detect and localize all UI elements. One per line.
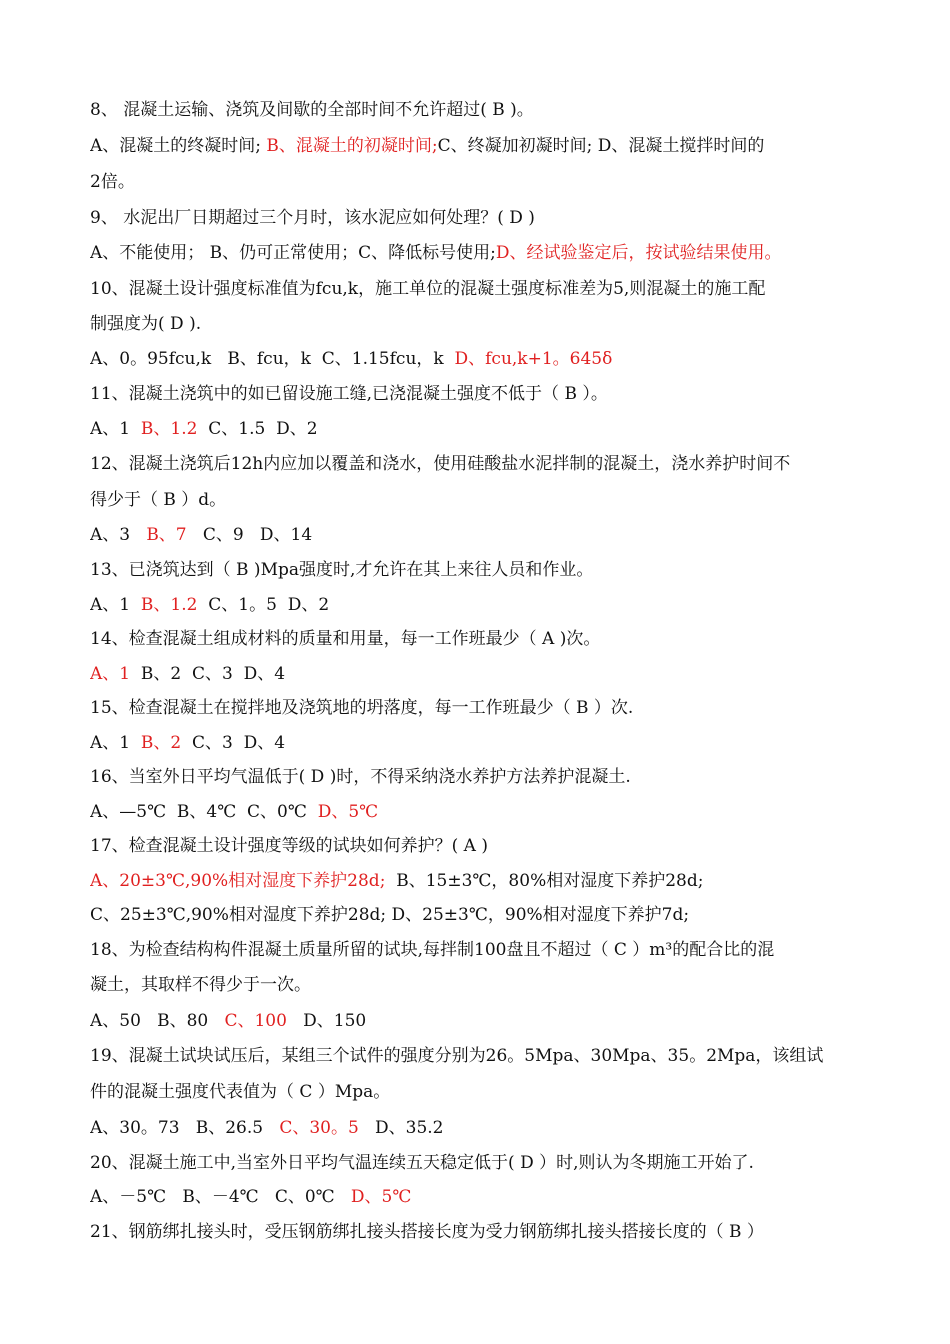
text-line bbox=[90, 764, 862, 790]
answer-highlight: B、混凝土的初凝时间; bbox=[266, 136, 438, 156]
text-segment: 件的混凝土强度代表值为（ C ）Mpa。 bbox=[90, 1082, 391, 1102]
answer-highlight: B、1.2 bbox=[140, 419, 198, 439]
text-line bbox=[90, 730, 862, 756]
text-segment: 12、混凝土浇筑后12h内应加以覆盖和浇水，使用硅酸盐水泥拌制的混凝土，浇水养护时间不 bbox=[90, 454, 791, 474]
text-line bbox=[90, 311, 862, 337]
text-line bbox=[90, 133, 862, 159]
text-line bbox=[90, 169, 862, 195]
answer-highlight: D、5℃ bbox=[350, 1187, 412, 1207]
text-line bbox=[90, 240, 862, 266]
answer-highlight: B、2 bbox=[140, 733, 182, 753]
text-segment: 制强度为( D ). bbox=[90, 314, 202, 334]
answer-highlight: A、1 bbox=[90, 664, 131, 684]
text-line bbox=[90, 1079, 862, 1105]
text-line bbox=[90, 487, 862, 513]
text-segment: A、1 bbox=[90, 419, 141, 439]
text-line bbox=[90, 1115, 862, 1141]
answer-highlight: D、fcu,k+1。645δ bbox=[454, 349, 613, 369]
text-segment: 17、检查混凝土设计强度等级的试块如何养护？( A ) bbox=[90, 836, 488, 856]
text-line bbox=[90, 205, 862, 231]
text-line bbox=[90, 1184, 862, 1210]
text-line bbox=[90, 276, 862, 302]
text-segment: A、30。73 B、26.5 bbox=[90, 1118, 280, 1138]
text-line bbox=[90, 1219, 862, 1245]
text-line bbox=[90, 97, 862, 123]
text-segment: 13、已浇筑达到（ B )Mpa强度时,才允许在其上来往人员和作业。 bbox=[90, 560, 594, 580]
text-segment: 14、检查混凝土组成材料的质量和用量，每一工作班最少（ A )次。 bbox=[90, 629, 601, 649]
answer-highlight: D、经试验鉴定后，按试验结果使用。 bbox=[495, 243, 782, 263]
text-segment: A、－5℃ B、－4℃ C、0℃ bbox=[90, 1187, 351, 1207]
text-segment: 19、混凝土试块试压后，某组三个试件的强度分别为26。5Mpa、30Mpa、35。2Mpa，该组试 bbox=[90, 1046, 824, 1066]
answer-highlight: A、20±3℃,90%相对湿度下养护28d; bbox=[90, 871, 386, 891]
text-segment: C、1。5 D、2 bbox=[197, 595, 330, 615]
text-segment: B、15±3℃，80%相对湿度下养护28d; bbox=[385, 871, 704, 891]
text-segment: A、—5℃ B、4℃ C、0℃ bbox=[90, 802, 318, 822]
text-segment: A、50 B、80 bbox=[90, 1011, 225, 1031]
text-line bbox=[90, 1043, 862, 1069]
text-line bbox=[90, 592, 862, 618]
text-line bbox=[90, 416, 862, 442]
answer-highlight: C、30。5 bbox=[279, 1118, 359, 1138]
text-segment: 16、当室外日平均气温低于( D )时，不得采纳浇水养护方法养护混凝土. bbox=[90, 767, 631, 787]
text-line bbox=[90, 381, 862, 407]
text-line bbox=[90, 1008, 862, 1034]
text-line bbox=[90, 799, 862, 825]
text-segment: A、3 bbox=[90, 525, 147, 545]
text-segment: A、混凝土的终凝时间; bbox=[90, 136, 267, 156]
text-segment: A、不能使用； B、仍可正常使用；C、降低标号使用; bbox=[90, 243, 496, 263]
answer-highlight: D、5℃ bbox=[317, 802, 379, 822]
text-segment: B、2 C、3 D、4 bbox=[130, 664, 286, 684]
text-line bbox=[90, 868, 862, 894]
text-line bbox=[90, 626, 862, 652]
answer-highlight: C、100 bbox=[224, 1011, 287, 1031]
answer-highlight: B、7 bbox=[146, 525, 187, 545]
text-segment: 18、为检查结构构件混凝土质量所留的试块,每拌制100盘且不超过（ C ）m³的配合比的混 bbox=[90, 940, 775, 960]
text-segment: D、35.2 bbox=[358, 1118, 444, 1138]
text-segment: 20、混凝土施工中,当室外日平均气温连续五天稳定低于( D ）时,则认为冬期施工开始了. bbox=[90, 1153, 754, 1173]
text-segment: C、3 D、4 bbox=[181, 733, 286, 753]
text-line bbox=[90, 346, 862, 372]
text-segment: C、9 D、14 bbox=[186, 525, 313, 545]
text-segment: C、终凝加初凝时间; D、混凝土搅拌时间的 bbox=[437, 136, 765, 156]
text-segment: A、1 bbox=[90, 595, 141, 615]
text-line bbox=[90, 451, 862, 477]
text-segment: 11、混凝土浇筑中的如已留设施工缝,已浇混凝土强度不低于（ B ）。 bbox=[90, 384, 608, 404]
text-segment: C、1.5 D、2 bbox=[197, 419, 318, 439]
text-segment: A、0。95fcu,k B、fcu，k C、1.15fcu，k bbox=[90, 349, 455, 369]
text-segment: 9、 水泥出厂日期超过三个月时，该水泥应如何处理？( D ) bbox=[90, 208, 535, 228]
text-line bbox=[90, 695, 862, 721]
text-segment: D、150 bbox=[286, 1011, 367, 1031]
answer-highlight: B、1.2 bbox=[140, 595, 198, 615]
text-line bbox=[90, 1150, 862, 1176]
text-line bbox=[90, 557, 862, 583]
text-segment: 2倍。 bbox=[90, 172, 135, 192]
text-segment: 8、 混凝土运输、浇筑及间歇的全部时间不允许超过( B )。 bbox=[90, 100, 534, 120]
text-segment: 10、混凝土设计强度标准值为fcu,k，施工单位的混凝土强度标准差为5,则混凝土的施工配 bbox=[90, 279, 766, 299]
text-segment: 得少于（ B ）d。 bbox=[90, 490, 227, 510]
text-line bbox=[90, 937, 862, 963]
text-segment: 21、钢筋绑扎接头时，受压钢筋绑扎接头搭接长度为受力钢筋绑扎接头搭接长度的（ B ） bbox=[90, 1222, 764, 1242]
text-segment: 15、检查混凝土在搅拌地及浇筑地的坍落度，每一工作班最少（ B ）次. bbox=[90, 698, 634, 718]
text-segment: A、1 bbox=[90, 733, 141, 753]
text-segment: 凝土，其取样不得少于一次。 bbox=[90, 975, 311, 995]
text-line bbox=[90, 833, 862, 859]
text-line bbox=[90, 972, 862, 998]
text-segment: C、25±3℃,90%相对湿度下养护28d; D、25±3℃，90%相对湿度下养护7d; bbox=[90, 905, 690, 925]
text-line bbox=[90, 661, 862, 687]
text-line bbox=[90, 902, 862, 928]
text-line bbox=[90, 522, 862, 548]
